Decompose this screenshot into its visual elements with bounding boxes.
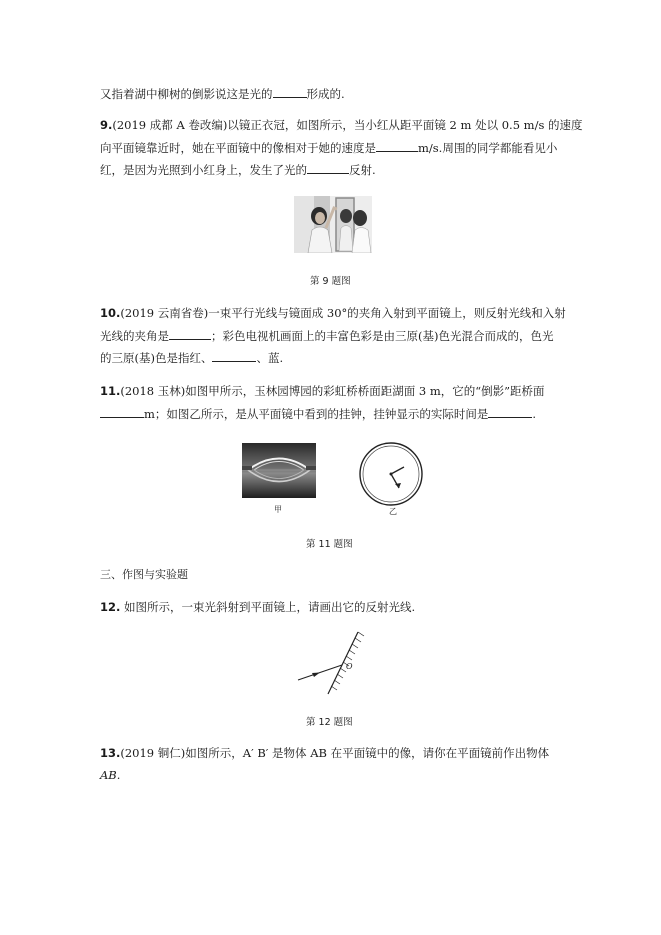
q12-line-1 xyxy=(100,600,415,614)
point-o-label: O xyxy=(346,662,353,671)
figure-11-bridge-photo xyxy=(242,443,316,498)
q9-text-2: 向平面镜靠近时，她在平面镜中的像相对于她的速度是 xyxy=(100,141,376,155)
q12-text: 如图所示，一束光斜射到平面镜上，请画出它的反射光线. xyxy=(124,600,416,614)
top-line xyxy=(100,86,345,101)
q11-text-1: (2018 玉林)如图甲所示，玉林园博园的彩虹桥桥面距湖面 3 m，它的“倒影”距桥面 xyxy=(120,384,545,398)
q9-text-3b: 反射. xyxy=(349,163,376,177)
q13-text-1: (2019 铜仁)如图所示，A′ B′ 是物体 AB 在平面镜中的像，请你在平面镜前作出物体 xyxy=(120,746,550,760)
q9-text-1: (2019 成都 A 卷改编)以镜正衣冠，如图所示，当小红从距平面镜 2 m 处以 0.5 m/s 的速度 xyxy=(112,118,583,132)
q10-line-3 xyxy=(100,350,283,365)
q11-text-2: m；如图乙所示，是从平面镜中看到的挂钟，挂钟显示的实际时间是 xyxy=(144,407,489,421)
q9-line-2 xyxy=(100,140,557,155)
q10-line-2 xyxy=(100,328,553,343)
answer-blank[interactable] xyxy=(212,350,256,362)
figure-11-caption: 第 11 题图 xyxy=(306,539,353,550)
q9-text-3: 红，是因为光照到小红身上，发生了光的 xyxy=(100,163,307,177)
section-heading: 三、作图与实验题 xyxy=(100,568,188,581)
answer-blank[interactable] xyxy=(307,162,349,174)
q10-line-1 xyxy=(100,306,566,320)
question-number: 12. xyxy=(100,600,121,614)
top-line-text: 又指着湖中柳树的倒影说这是光的 xyxy=(100,87,273,101)
figure-11-clock xyxy=(358,441,424,507)
q10-text-1: (2019 云南省卷)一束平行光线与镜面成 30°的夹角入射到平面镜上，则反射光线和入射 xyxy=(120,306,566,320)
q9-text-2b: m/s.周围的同学都能看见小 xyxy=(418,141,558,155)
figure-11-label-b: 乙 xyxy=(389,507,397,516)
question-number: 9. xyxy=(100,118,113,132)
q11-line-2 xyxy=(100,406,536,421)
figure-11-label-a: 甲 xyxy=(274,505,282,514)
answer-blank[interactable] xyxy=(273,86,307,98)
answer-blank[interactable] xyxy=(169,328,211,340)
q10-text-2b: ；彩色电视机画面上的丰富色彩是由三原(基)色光混合而成的，色光 xyxy=(211,329,554,343)
q10-text-2: 光线的夹角是 xyxy=(100,329,169,343)
q11-line-1 xyxy=(100,384,545,398)
q9-line-1 xyxy=(100,118,583,132)
answer-blank[interactable] xyxy=(376,140,418,152)
q11-text-2b: . xyxy=(532,407,537,421)
figure-12-mirror-diagram xyxy=(292,628,372,698)
question-number: 11. xyxy=(100,384,121,398)
q9-line-3 xyxy=(100,162,376,177)
figure-9-photo xyxy=(294,196,372,253)
answer-blank[interactable] xyxy=(100,406,144,418)
question-number: 10. xyxy=(100,306,121,320)
figure-12-caption: 第 12 题图 xyxy=(306,717,353,728)
q13-text-2: AB. xyxy=(100,768,121,782)
q10-text-3: 的三原(基)色是指红、 xyxy=(100,351,213,365)
q13-line-1 xyxy=(100,746,549,760)
top-line-end: 形成的. xyxy=(306,87,345,101)
question-number: 13. xyxy=(100,746,121,760)
figure-9-caption: 第 9 题图 xyxy=(310,276,351,287)
q10-text-3b: 、蓝. xyxy=(256,351,284,365)
answer-blank[interactable] xyxy=(488,406,532,418)
